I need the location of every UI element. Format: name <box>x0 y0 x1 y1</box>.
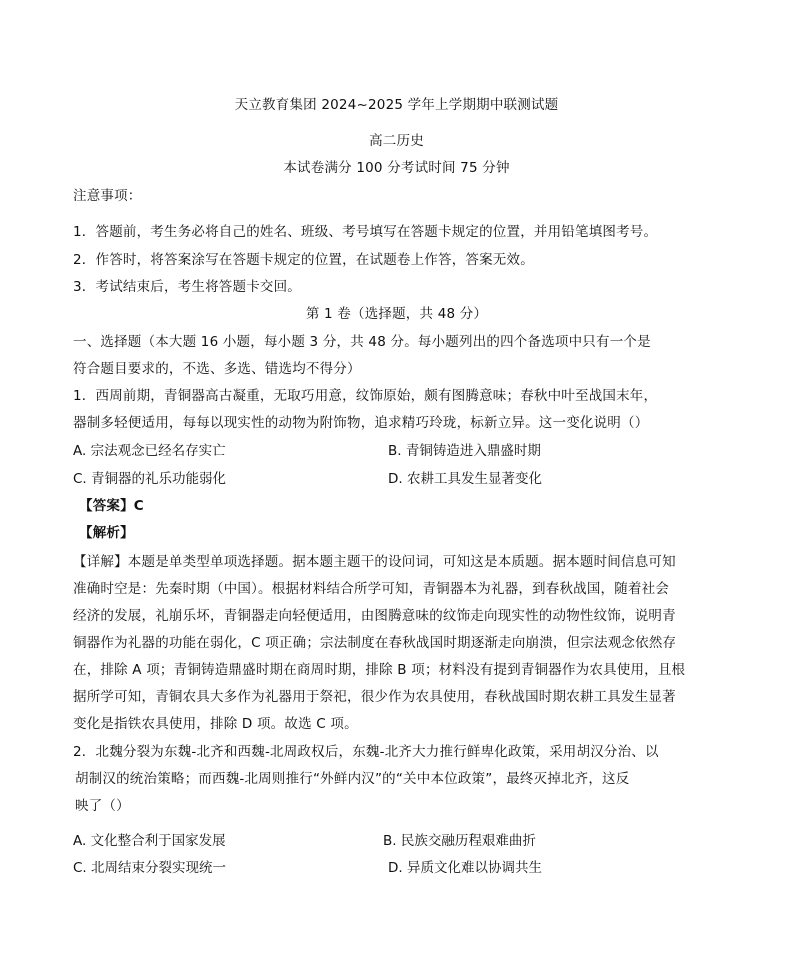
q1-detail-line: 准确时空是：先秦时期（中国）。根据材料结合所学可知，青铜器本为礼器，到春秋战国，随着社会 <box>73 581 670 597</box>
q1-option-d: D. 农耕工具发生显著变化 <box>388 471 542 487</box>
section-title: 第 1 卷（选择题，共 48 分） <box>305 306 488 322</box>
notice-item: 2．作答时，将答案涂写在答题卡规定的位置，在试题卷上作答，答案无效。 <box>73 252 534 268</box>
exam-info: 本试卷满分 100 分考试时间 75 分钟 <box>283 160 510 176</box>
exam-title: 天立教育集团 2024~2025 学年上学期期中联测试题 <box>234 97 559 113</box>
q2-option-a: A. 文化整合利于国家发展 <box>73 833 226 849</box>
subject-title: 高二历史 <box>369 133 424 149</box>
section-instruction: 符合题目要求的，不选、多选、错选均不得分） <box>73 361 361 377</box>
question-2-stem: 2．北魏分裂为东魏-北齐和西魏-北周政权后，东魏-北齐大力推行鲜卑化政策，采用胡汉分治、以 <box>73 744 659 760</box>
q2-option-d: D. 异质文化难以协调共生 <box>388 860 542 876</box>
q2-option-b: B. 民族交融历程艰难曲折 <box>383 833 536 849</box>
q1-detail-line: 据所学可知，青铜农具大多作为礼器用于祭祀，很少作为农具使用，春秋战国时期农耕工具发生显著 <box>73 689 676 705</box>
q1-detail-line: 经济的发展，礼崩乐坏，青铜器走向轻便适用，由图腾意味的纹饰走向现实性的动物性纹饰，说明青 <box>73 608 676 624</box>
q1-option-b: B. 青铜铸造进入鼎盛时期 <box>388 443 541 459</box>
notice-item: 1．答题前，考生务必将自己的姓名、班级、考号填写在答题卡规定的位置，并用铅笔填图考号。 <box>73 224 658 240</box>
q1-option-a: A. 宗法观念已经名存实亡 <box>73 443 226 459</box>
notice-heading: 注意事项： <box>73 188 142 204</box>
q2-option-c: C. 北周结束分裂实现统一 <box>73 860 227 876</box>
question-2-stem: 映了（） <box>75 798 130 814</box>
q1-analysis-label: 【解析】 <box>79 525 134 541</box>
q1-answer: 【答案】C <box>79 498 144 514</box>
notice-item: 3．考试结束后，考生将答题卡交回。 <box>73 279 301 295</box>
q1-detail-line: 在，排除 A 项；青铜铸造鼎盛时期在商周时期，排除 B 项；材料没有提到青铜器作为农具使用，且根 <box>73 662 686 678</box>
q1-detail-line: 铜器作为礼器的功能在弱化，C 项正确；宗法制度在春秋战国时期逐渐走向崩溃，但宗法观念依然存 <box>73 635 677 651</box>
question-2-stem: 胡制汉的统治策略；而西魏-北周则推行“外鲜内汉”的“关中本位政策”，最终灭掉北齐，这反 <box>75 771 630 787</box>
section-instruction: 一、选择题（本大题 16 小题，每小题 3 分，共 48 分。每小题列出的四个备选项中只有一个是 <box>73 334 651 350</box>
question-1-stem: 器制多轻便适用，每每以现实性的动物为附饰物，追求精巧玲珑，标新立异。这一变化说明（） <box>73 415 649 431</box>
q1-detail-line: 变化是指铁农具使用，排除 D 项。故选 C 项。 <box>73 716 358 732</box>
q1-detail-line: 【详解】本题是单类型单项选择题。据本题主题干的设问词，可知这是本质题。据本题时间信息可知 <box>73 554 676 570</box>
q1-option-c: C. 青铜器的礼乐功能弱化 <box>73 471 227 487</box>
question-1-stem: 1．西周前期，青铜器高古凝重，无取巧用意，纹饰原始，颇有图腾意味；春秋中叶至战国末年， <box>73 388 658 404</box>
